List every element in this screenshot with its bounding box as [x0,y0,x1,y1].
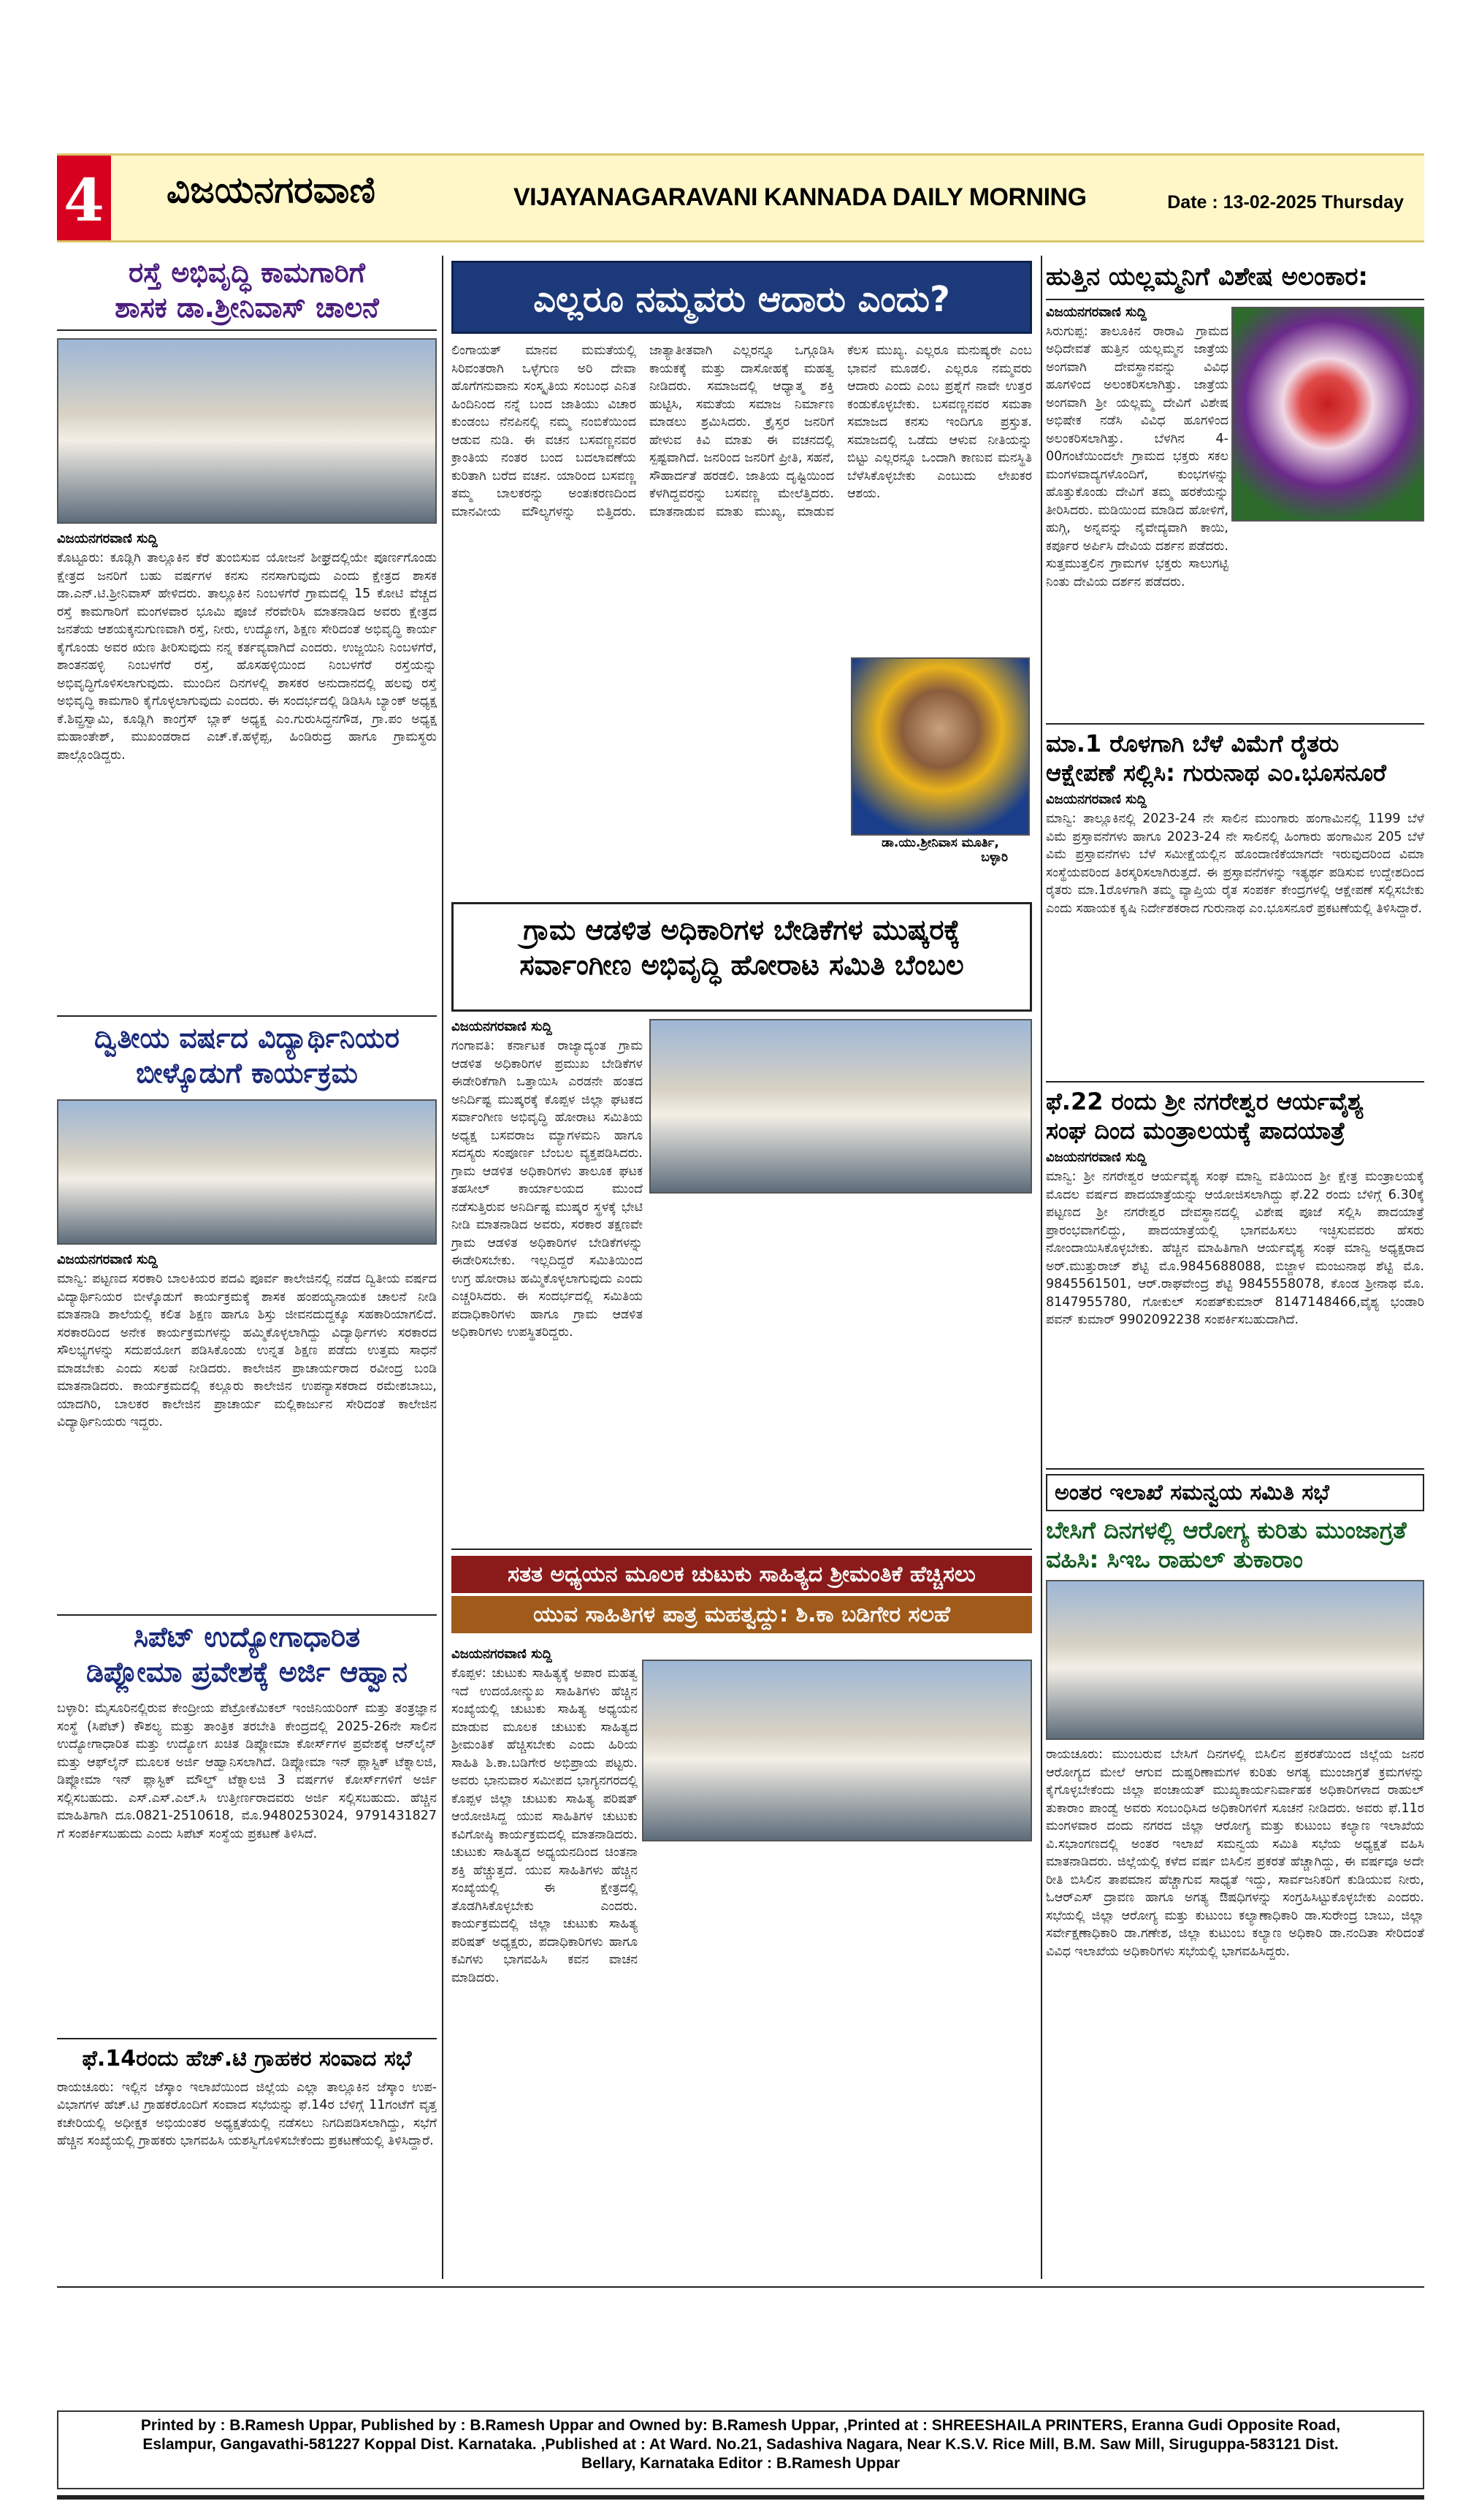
headline-line: ದ್ವಿತೀಯ ವರ್ಷದ ವಿದ್ಯಾರ್ಥಿನಿಯರ [94,1022,400,1054]
author-box [851,657,1030,877]
article-headline [57,256,437,331]
imprint-line: Bellary, Karnataka Editor : B.Ramesh Uppar [581,2455,901,2472]
article-grievance [57,2038,437,2279]
article-photo [1231,307,1424,522]
newspaper-title-kannada: ವಿಜಯನಗರವಾಣಿ [167,169,375,211]
editorial-headline: ಎಲ್ಲರೂ ನಮ್ಮವರು ಆದಾರು ಎಂದು? [451,261,1032,334]
column-rule [1041,256,1042,2279]
article-body: ಮಾನ್ವಿ: ಪಟ್ಟಣದ ಸರಕಾರಿ ಬಾಲಕಿಯರ ಪದವಿ ಪೂರ್ವ ಕಾಲೇಜಿನಲ್ಲಿ ನಡೆದ ದ್ವಿತೀಯ ವರ್ಷದ ವಿದ್ಯಾರ್ಥಿನಿಯರ ಬೀಳ್ಕೊಡುಗೆ ಕಾರ್ಯಕ್ರಮಕ್ಕೆ ಶಾಸಕ ಹಂಪಯ್ಯನಾಯಕ ಚಾಲನೆ ನೀಡಿ ಮಾತನಾಡಿ ಶಾಲೆಯಲ್ಲಿ ಕಲಿತ ಶಿಕ್ಷಣ ಹಾಗೂ ಶಿಸ್ತು ಜೀವನದುದ್ದಕ್ಕೂ ಸಹಕಾರಿಯಾಗಲಿದೆ. ಸರಕಾರದಿಂದ ಅನೇಕ ಕಾರ್ಯಕ್ರಮಗಳನ್ನು ಹಮ್ಮಿಕೊಳ್ಳಲಾಗಿದ್ದು ವಿದ್ಯಾರ್ಥಿಗಳು ಸರಕಾರದ ಸೌಲಭ್ಯಗಳನ್ನು ಸದುಪಯೋಗ ಪಡಿಸಿಕೊಂಡು ಉನ್ನತ ಶಿಕ್ಷಣ ಪಡೆದು ಉತ್ತಮ ಸಾಧನೆ ಮಾಡಬೇಕು ಎಂದು ಸಲಹೆ ನೀಡಿದರು. ಕಾಲೇಜಿನ ಪ್ರಾಚಾರ್ಯರಾದ ರವೀಂದ್ರ ಬಂಡಿ ಮಾತನಾಡಿದರು. ಕಾರ್ಯಕ್ರಮದಲ್ಲಿ ಕಲ್ಲೂರು ಕಾಲೇಜಿನ ಉಪನ್ಯಾಸಕರಾದ ರಮೇಶಬಾಬು, ಯಾದಗಿರಿ, ಬಾಲಕರ ಕಾಲೇಜಿನ ಪ್ರಾಚಾರ್ಯ ಮಲ್ಲಿಕಾರ್ಜುನ ಸೇರಿದಂತೆ ಕಾಲೇಜಿನ ವಿದ್ಯಾರ್ಥಿನಿಯರು ಇದ್ದರು. [57,1272,437,1429]
article-literature [451,1549,1032,2264]
headline-line: ಫೆ.22 ರಂದು ಶ್ರೀ ನಗರೇಶ್ವರ ಆರ್ಯವೈಶ್ಯ [1046,1088,1364,1115]
article-body: ಮಾನ್ವಿ: ತಾಲ್ಲೂಕಿನಲ್ಲಿ 2023-24 ನೇ ಸಾಲಿನ ಮುಂಗಾರು ಹಂಗಾಮಿನಲ್ಲಿ 1199 ಬೆಳೆ ವಿಮೆ ಪ್ರಸ್ತಾವನೆಗಳು ಹಾಗೂ 2023-24 ನೇ ಸಾಲಿನಲ್ಲಿ ಹಿಂಗಾರು ಹಂಗಾಮಿನ 205 ಬೆಳೆ ವಿಮೆ ಪ್ರಸ್ತಾವನೆಗಳು ಬೆಳೆ ಸಮೀಕ್ಷೆಯಲ್ಲಿನ ಹೊಂದಾಣಿಕೆಯಾಗದೇ ಇರುವುದರಿಂದ ವಿಮಾ ಸಂಸ್ಥೆಯವರಿಂದ ತಿರಸ್ಕರಿಸಲಾಗಿರುತ್ತದೆ. ಈ ಪ್ರಸ್ತಾವನೆಗಳನ್ನು ಇತ್ಯರ್ಥ ಪಡಿಸುವ ಉದ್ದೇಶದಿಂದ ರೈತರು ಮಾ.1ರೊಳಗಾಗಿ ತಮ್ಮ ವ್ಯಾಪ್ತಿಯ ರೈತ ಸಂಪರ್ಕ ಕೇಂದ್ರಗಳಲ್ಲಿ ಆಕ್ಷೇಪಣೆ ಸಲ್ಲಿಸಬೇಕು ಎಂದು ಸಹಾಯಕ ಕೃಷಿ ನಿರ್ದೇಶಕರಾದ ಗುರುನಾಥ ಎಂ.ಭೂಸನೂರೆ ಪ್ರಕಟಣೆಯಲ್ಲಿ ತಿಳಿಸಿದ್ದಾರೆ. [1046,812,1424,916]
headline-line: ರಸ್ತೆ ಅಭಿವೃದ್ಧಿ ಕಾಮಗಾರಿಗೆ [129,256,365,289]
article-road-development [57,256,437,1004]
headline-line: ಸಿಪೆಟ್ ಉದ್ಯೋಗಾಧಾರಿತ [133,1621,361,1653]
headline-line: ಸರ್ವಾಂಗೀಣ ಅಭಿವೃದ್ಧಿ ಹೋರಾಟ ಸಮಿತಿ ಬೆಂಬಲ [519,948,964,981]
article-headline: ಫೆ.14ರಂದು ಹೆಚ್.ಟಿ ಗ್ರಾಹಕರ ಸಂವಾದ ಸಭೆ [82,2046,412,2072]
imprint-line: Eslampur, Gangavathi-581227 Koppal Dist. Karnataka. ,Published at : At Ward. No.21, Sadashiva Nagara, Near K.S.V. Rice Mill, B.M. Saw Mill, Siruguppa-583121 Dist. [142,2436,1339,2453]
headline-line: ಬೀಳ್ಕೊಡುಗೆ ಕಾರ್ಯಕ್ರಮ [136,1056,358,1089]
article-padayatra [1046,1081,1424,1461]
newspaper-title-english: VIJAYANAGARAVANI KANNADA DAILY MORNING [513,183,1087,211]
dateline: ವಿಜಯನಗರವಾಣಿ ಸುದ್ದಿ [57,1252,158,1267]
article-headline: ಹುತ್ತಿನ ಯಲ್ಲಮ್ಮನಿಗೆ ವಿಶೇಷ ಅಲಂಕಾರ: [1046,256,1424,300]
article-body: ಬಳ್ಳಾರಿ: ಮೈಸೂರಿನಲ್ಲಿರುವ ಕೇಂದ್ರೀಯ ಪೆಟ್ರೋಕೆಮಿಕಲ್ ಇಂಜಿನಿಯರಿಂಗ್ ಮತ್ತು ತಂತ್ರಜ್ಞಾನ ಸಂಸ್ಥೆ (ಸಿಪೆಟ್) ಕೌಶಲ್ಯ ಮತ್ತು ತಾಂತ್ರಿಕ ತರಬೇತಿ ಕೇಂದ್ರದಲ್ಲಿ 2025-26ನೇ ಸಾಲಿನ ಉದ್ಯೋಗಾಧಾರಿತ ಮತ್ತು ಉದ್ಯೋಗ ಖಚಿತ ಡಿಪ್ಲೋಮಾ ಕೋರ್ಸ್‍ಗಳ ಪ್ರವೇಶಕ್ಕೆ ಆನ್‍ಲೈನ್ ಮತ್ತು ಆಫ್‍ಲೈನ್ ಮೂಲಕ ಅರ್ಜಿ ಆಹ್ವಾನಿಸಲಾಗಿದೆ. ಡಿಪ್ಲೋಮಾ ಇನ್ ಪ್ಲಾಸ್ಟಿಕ್ ಟೆಕ್ನಾಲಜಿ, ಡಿಪ್ಲೋಮಾ ಇನ್ ಪ್ಲಾಸ್ಟಿಕ್ ಮೌಲ್ಡ್ ಟೆಕ್ನಾಲಜಿ 3 ವರ್ಷಗಳ ಕೋರ್ಸ್‍ಗಳಿಗೆ ಅರ್ಜಿ ಸಲ್ಲಿಸಬಹುದು. ಎಸ್.ಎಸ್.ಎಲ್.ಸಿ ಉತ್ತೀರ್ಣರಾದವರು ಅರ್ಜಿ ಸಲ್ಲಿಸಬಹುದು. ಹೆಚ್ಚಿನ ಮಾಹಿತಿಗಾಗಿ ದೂ.0821-2510618, ಮೊ.9480253024, 9791431827 ಗೆ ಸಂಪರ್ಕಿಸಬಹುದು ಎಂದು ಸಿಪೆಟ್ ಸಂಸ್ಥೆಯ ಪ್ರಕಟಣೆ ತಿಳಿಸಿದೆ. [57,1701,437,1841]
dateline: ವಿಜಯನಗರವಾಣಿ ಸುದ್ದಿ [451,1019,552,1034]
article-photo [642,1660,1032,1841]
article-headline [451,902,1032,1012]
article-body: ಕೊಪ್ಪಳ: ಚುಟುಕು ಸಾಹಿತ್ಯಕ್ಕೆ ಅಪಾರ ಮಹತ್ವ ಇದೆ ಉದಯೋನ್ಮುಖ ಸಾಹಿತಿಗಳು ಹೆಚ್ಚಿನ ಸಂಖ್ಯೆಯಲ್ಲಿ ಚುಟುಕು ಸಾಹಿತ್ಯ ಅಧ್ಯಯನ ಮಾಡುವ ಮೂಲಕ ಚುಟುಕು ಸಾಹಿತ್ಯದ ಶ್ರೀಮಂತಿಕೆ ಹೆಚ್ಚಿಸಬೇಕು ಎಂದು ಹಿರಿಯ ಸಾಹಿತಿ ಶಿ.ಕಾ.ಬಡಿಗೇರ ಅಭಿಪ್ರಾಯ ಪಟ್ಟರು. ಅವರು ಭಾನುವಾರ ಸಮೀಪದ ಭಾಗ್ಯನಗರದಲ್ಲಿ ಕೊಪ್ಪಳ ಜಿಲ್ಲಾ ಚುಟುಕು ಸಾಹಿತ್ಯ ಪರಿಷತ್ ಆಯೋಜಿಸಿದ್ದ ಯುವ ಸಾಹಿತಿಗಳ ಚುಟುಕು ಕವಿಗೋಷ್ಠಿ ಕಾರ್ಯಕ್ರಮದಲ್ಲಿ ಮಾತನಾಡಿದರು. ಚುಟುಕು ಸಾಹಿತ್ಯದ ಅಧ್ಯಯನದಿಂದ ಚಿಂತನಾ ಶಕ್ತಿ ಹೆಚ್ಚುತ್ತದೆ. ಯುವ ಸಾಹಿತಿಗಳು ಹೆಚ್ಚಿನ ಸಂಖ್ಯೆಯಲ್ಲಿ ಈ ಕ್ಷೇತ್ರದಲ್ಲಿ ತೊಡಗಿಸಿಕೊಳ್ಳಬೇಕು ಎಂದರು. ಕಾರ್ಯಕ್ರಮದಲ್ಲಿ ಜಿಲ್ಲಾ ಚುಟುಕು ಸಾಹಿತ್ಯ ಪರಿಷತ್ ಅಧ್ಯಕ್ಷರು, ಪದಾಧಿಕಾರಿಗಳು ಹಾಗೂ ಕವಿಗಳು ಭಾಗವಹಿಸಿ ಕವನ ವಾಚನ ಮಾಡಿದರು. [451,1666,638,1985]
dateline: ವಿಜಯನಗರವಾಣಿ ಸುದ್ದಿ [451,1646,552,1662]
headline-line: ಮಾ.1 ರೊಳಗಾಗಿ ಬೆಳೆ ವಿಮೆಗೆ ರೈತರು [1046,730,1339,757]
article-photo [57,338,437,524]
article-huttina-yallamma [1046,256,1424,716]
dateline: ವಿಜಯನಗರವಾಣಿ ಸುದ್ದಿ [1046,304,1147,320]
footer-separator [57,2286,1424,2288]
headline-line: ವಹಿಸಿ: ಸಿಇಒ ರಾಹುಲ್ ತುಕಾರಾಂ [1046,1546,1303,1573]
dateline: ವಿಜಯನಗರವಾಣಿ ಸುದ್ದಿ [1046,792,1147,807]
author-caption: ಡಾ.ಯು.ಶ್ರೀನಿವಾಸ ಮೂರ್ತಿ, [882,836,999,850]
article-body: ಕೊಟ್ಟೂರು: ಕೂಡ್ಲಿಗಿ ತಾಲ್ಲೂಕಿನ ಕೆರೆ ತುಂಬಿಸುವ ಯೋಜನೆ ಶೀಘ್ರದಲ್ಲಿಯೇ ಪೂರ್ಣಗೊಂಡು ಕ್ಷೇತ್ರದ ಜನರಿಗೆ ಬಹು ವರ್ಷಗಳ ಕನಸು ನನಸಾಗುವುದು ಎಂದು ಕ್ಷೇತ್ರದ ಶಾಸಕ ಡಾ.ಎನ್.ಟಿ.ಶ್ರೀನಿವಾಸ್ ಹೇಳಿದರು. ತಾಲ್ಲೂಕಿನ ನಿಂಬಳಗೆರೆ ಗ್ರಾಮದಲ್ಲಿ 15 ಕೋಟಿ ವೆಚ್ಚದ ರಸ್ತೆ ಕಾಮಗಾರಿಗೆ ಮಂಗಳವಾರ ಭೂಮಿ ಪೂಜೆ ನೆರವೇರಿಸಿ ಮಾತನಾಡಿದ ಅವರು ಕ್ಷೇತ್ರದ ಜನತೆಯ ಆಶಯಕ್ಕನುಗುಣವಾಗಿ ರಸ್ತೆ, ನೀರು, ಉದ್ಯೋಗ, ಶಿಕ್ಷಣ ಸೇರಿದಂತೆ ಅಭಿವೃದ್ಧಿ ಕಾರ್ಯ ಕೈಗೊಂಡು ಅವರ ಋಣ ತೀರಿಸುವುದು ನನ್ನ ಕರ್ತವ್ಯವಾಗಿದೆ ಎಂದರು. ಉಜ್ಜಯಿನಿ ನಿಂಬಳಗೆರೆ, ಶಾಂತನಹಳ್ಳಿ ನಿಂಬಳಗೆರೆ ರಸ್ತೆ, ಹೊಸಹಳ್ಳಿಯಿಂದ ನಿಂಬಳಗೆರೆ ರಸ್ತೆಯನ್ನು ಅಭಿವೃದ್ಧಿಗೊಳಿಸಲಾಗುವುದು. ಮುಂದಿನ ದಿನಗಳಲ್ಲಿ ಶಾಸಕರ ಅನುದಾನದಲ್ಲಿ ಹಲವು ರಸ್ತೆ ಅಭಿವೃದ್ಧಿ ಕಾಮಗಾರಿ ಕೈಗೊಳ್ಳಲಾಗುವುದು ಎಂದರು. ಈ ಸಂದರ್ಭದಲ್ಲಿ ಡಿಡಿಸಿಸಿ ಬ್ಯಾಂಕ್ ಅಧ್ಯಕ್ಷ ಕೆ.ಶಿವ್ಪ್ರಸ್ವಾಮಿ, ಕೂಡ್ಲಿಗಿ ಕಾಂಗ್ರೆಸ್ ಬ್ಲಾಕ್ ಅಧ್ಯಕ್ಷ ಎಂ.ಗುರುಸಿದ್ದನಗೌಡ, ಗ್ರಾ.ಪಂ ಅಧ್ಯಕ್ಷ ಮಹಾಂತೇಶ್, ಮುಖಂಡರಾದ ಎಚ್.ಕೆ.ಹಳ್ಳೆಪ್ಪ, ಹಿಂಡಿರುದ್ರ ಹಾಗೂ ಗ್ರಾಮಸ್ಥರು ಪಾಲ್ಗೊಂಡಿದ್ದರು. [57,551,437,763]
headline-line: ಡಿಪ್ಲೋಮಾ ಪ್ರವೇಶಕ್ಕೆ ಅರ್ಜಿ ಆಹ್ವಾನ [85,1655,408,1688]
headline-line: ಶಾಸಕ ಡಾ.ಶ್ರೀನಿವಾಸ್ ಚಾಲನೆ [115,291,379,324]
edition-date: Date : 13-02-2025 Thursday [1167,192,1404,213]
article-body: ರಾಯಚೂರು: ಇಲ್ಲಿನ ಜೆಸ್ಕಾಂ ಇಲಾಖೆಯಿಂದ ಜಿಲ್ಲೆಯ ಎಲ್ಲಾ ತಾಲ್ಲೂಕಿನ ಜೆಸ್ಕಾಂ ಉಪ-ವಿಭಾಗಗಳ ಹೆಚ್.ಟಿ ಗ್ರಾಹಕರೊಂದಿಗೆ ಸಂವಾದ ಸಭೆಯನ್ನು ಫೆ.14ರ ಬೆಳಿಗ್ಗೆ 11ಗಂಟೆಗೆ ವೃತ್ತ ಕಚೇರಿಯಲ್ಲಿ ಅಧೀಕ್ಷಕ ಅಭಿಯಂತರ ಅಧ್ಯಕ್ಷತೆಯಲ್ಲಿ ನಡೆಸಲು ನಿಗದಿಪಡಿಸಲಾಗಿದ್ದು, ಸಭೆಗೆ ಹೆಚ್ಚಿನ ಸಂಖ್ಯೆಯಲ್ಲಿ ಗ್ರಾಹಕರು ಭಾಗವಹಿಸಿ ಯಶಸ್ವಿಗೊಳಿಸಬೇಕೆಂದು ಪ್ರಕಟಣೆಯಲ್ಲಿ ತಿಳಿಸಿದ್ದಾರೆ. [57,2080,437,2148]
article-body: ಲಿಂಗಾಯತ್ ಮಾನವ ಮಮತೆಯಲ್ಲಿ ಸಿರಿವಂತರಾಗಿ ಒಳ್ಳೆಗುಣ ಅರಿ ದೇವಾ ಹೊಗೆಗನುವಾನು ಸಂಸ್ಕೃತಿಯ ಸಂಬಂಧ ಎನಿತ ಹಿಂದಿನಿಂದ ನನ್ನೆ ಬಂದ ಜಾತಿಯು ವಿಚಾರ ಕುಂಡಂಬ ನೆನಪಿನಲ್ಲಿ ನಮ್ಮ ನಂಬಿಕೆಯಿಂದ ಆಡುವ ನುಡಿ. ಈ ವಚನ ಬಸವಣ್ಣನವರ ಕ್ರಾಂತಿಯ ನಂತರ ಬಂದ ಬದಲಾವಣೆಯ ಕುರಿತಾಗಿ ಬರೆದ ವಚನ. ಯಾರಿಂದ ಬಸವಣ್ಣ ತಮ್ಮ ಬಾಲಕರನ್ನು ಅಂತಃಕರಣದಿಂದ ಮಾನವೀಯ ಮೌಲ್ಯಗಳನ್ನು ಬಿತ್ತಿದರು. ಜಾತ್ಯಾತೀತವಾಗಿ ಎಲ್ಲರನ್ನೂ ಒಗ್ಗೂಡಿಸಿ ಕಾಯಕಕ್ಕೆ ಮತ್ತು ದಾಸೋಹಕ್ಕೆ ಮಹತ್ವ ನೀಡಿದರು. ಸಮಾಜದಲ್ಲಿ ಆಧ್ಯಾತ್ಮ ಶಕ್ತಿ ಹುಟ್ಟಿಸಿ, ಸಮತೆಯ ಸಮಾಜ ನಿರ್ಮಾಣ ಮಾಡಲು ಶ್ರಮಿಸಿದರು. ಕ್ರೈಸ್ತರ ಜನರಿಗೆ ಹೇಳುವ ಕಿವಿ ಮಾತು ಈ ವಚನದಲ್ಲಿ ಸ್ಪಷ್ಟವಾಗಿದೆ. ಜನರಿಂದ ಜನರಿಗೆ ಪ್ರೀತಿ, ಸಹನೆ, ಸೌಹಾರ್ದತೆ ಹರಡಲಿ. ಜಾತಿಯ ದೃಷ್ಟಿಯಿಂದ ಕೆಳಗಿದ್ದವರನ್ನು ಬಸವಣ್ಣ ಮೇಲೆತ್ತಿದರು. ಮಾತನಾಡುವ ಮಾತು ಮುಖ್ಯ, ಮಾಡುವ ಕೆಲಸ ಮುಖ್ಯ. ಎಲ್ಲರೂ ಮನುಷ್ಯರೇ ಎಂಬ ಭಾವನೆ ಮೂಡಲಿ. ಎಲ್ಲರೂ ನಮ್ಮವರು ಆದಾರು ಎಂದು ಎಂಬ ಪ್ರಶ್ನೆಗೆ ನಾವೇ ಉತ್ತರ ಕಂಡುಕೊಳ್ಳಬೇಕು. ಬಸವಣ್ಣನವರ ಸಮತಾ ಸಮಾಜದ ಕನಸು ಇಂದಿಗೂ ಪ್ರಸ್ತುತ. ಸಮಾಜದಲ್ಲಿ ಒಡೆದು ಆಳುವ ನೀತಿಯನ್ನು ಬಿಟ್ಟು ಎಲ್ಲರನ್ನೂ ಒಂದಾಗಿ ಕಾಣುವ ಮನಸ್ಥಿತಿ ಬೆಳೆಸಿಕೊಳ್ಳಬೇಕು ಎಂಬುದು ಲೇಖಕರ ಆಶಯ. [451,343,1032,519]
imprint-footer [57,2410,1424,2489]
headline-line: ಸತತ ಅಧ್ಯಯನ ಮೂಲಕ ಚುಟುಕು ಸಾಹಿತ್ಯದ ಶ್ರೀಮಂತಿಕೆ ಹೆಚ್ಚಿಸಲು [451,1556,1032,1593]
article-photo [1046,1580,1424,1740]
dateline: ವಿಜಯನಗರವಾಣಿ ಸುದ್ದಿ [57,531,158,546]
article-farewell [57,1015,437,1600]
author-photo [851,657,1030,836]
article-headline [57,1616,437,1694]
article-body: ಮಾನ್ವಿ: ಶ್ರೀ ನಗರೇಶ್ವರ ಆರ್ಯವೈಶ್ಯ ಸಂಘ ಮಾನ್ವಿ ವತಿಯಿಂದ ಶ್ರೀ ಕ್ಷೇತ್ರ ಮಂತ್ರಾಲಯಕ್ಕೆ ಮೊದಲ ವರ್ಷದ ಪಾದಯಾತ್ರೆಯನ್ನು ಆಯೋಜಿಸಲಾಗಿದ್ದು ಫೆ.22 ರಂದು ಬೆಳಿಗ್ಗೆ 6.30ಕ್ಕೆ ಪಟ್ಟಣದ ಶ್ರೀ ನಗರೇಶ್ವರ ದೇವಸ್ಥಾನದಲ್ಲಿ ವಿಶೇಷ ಪೂಜೆ ಸಲ್ಲಿಸಿ ಪಾದಯಾತ್ರೆ ಪ್ರಾರಂಭವಾಗಲಿದ್ದು, ಪಾದಯಾತ್ರೆಯಲ್ಲಿ ಭಾಗವಹಿಸಲು ಇಚ್ಛಿಸುವವರು ಹೆಸರು ನೋಂದಾಯಿಸಿಕೊಳ್ಳಬೇಕು. ಹೆಚ್ಚಿನ ಮಾಹಿತಿಗಾಗಿ ಆರ್ಯವೈಶ್ಯ ಸಂಘ ಮಾನ್ವಿ ಅಧ್ಯಕ್ಷರಾದ ಅರ್.ಮುತ್ತುರಾಜ್ ಶೆಟ್ಟಿ ಮೊ.9845688088, ಬಿಜ್ಜಾಳ ಮಂಜುನಾಥ ಶೆಟ್ಟಿ ಮೊ. 9845561501, ಆರ್.ರಾಘವೇಂದ್ರ ಶೆಟ್ಟಿ 9845558078, ಕೊಂಡ ಶ್ರೀನಾಥ ಮೊ. 8147955780, ಗೋಕುಲ್ ಸಂಪತ್‍ಕುಮಾರ್ 8147148466,ವೈಶ್ಯ ಭಂಡಾರಿ ಪವನ್ ಕುಮಾರ್ 9902092238 ಸಂಪರ್ಕಿಸಬಹುದಾಗಿದೆ. [1046,1169,1424,1327]
article-body: ಸಿರುಗುಪ್ಪ: ತಾಲೂಕಿನ ರಾರಾವಿ ಗ್ರಾಮದ ಅಧಿದೇವತೆ ಹುತ್ತಿನ ಯಲ್ಲಮ್ಮನ ಜಾತ್ರೆಯ ಅಂಗವಾಗಿ ದೇವಸ್ಥಾನವನ್ನು ವಿವಿಧ ಹೂಗಳಿಂದ ಅಲಂಕರಿಸಲಾಗಿತ್ತು. ಜಾತ್ರೆಯ ಅಂಗವಾಗಿ ಶ್ರೀ ಯಲ್ಲಮ್ಮ ದೇವಿಗೆ ವಿಶೇಷ ಅಭಿಷೇಕ ನಡೆಸಿ ವಿವಿಧ ಹೂಗಳಿಂದ ಅಲಂಕರಿಸಲಾಗಿತ್ತು. ಬೆಳಗಿನ 4-00ಗಂಟೆಯಿಂದಲೇ ಗ್ರಾಮದ ಭಕ್ತರು ಸಕಲ ಮಂಗಳವಾದ್ಯಗಳೊಂದಿಗೆ, ಕುಂಭಗಳನ್ನು ಹೊತ್ತುಕೊಂಡು ದೇವಿಗೆ ತಮ್ಮ ಹರಕೆಯನ್ನು ತೀರಿಸಿದರು. ಮಡಿಯಿಂದ ಮಾಡಿದ ಹೋಳಿಗೆ, ಹುಗ್ಗಿ, ಅನ್ನವನ್ನು ನೈವೇದ್ಯವಾಗಿ ಕಾಯಿ, ಕರ್ಪೂರ ಅರ್ಪಿಸಿ ದೇವಿಯ ದರ್ಶನ ಪಡೆದರು. ಸುತ್ತಮುತ್ತಲಿನ ಗ್ರಾಮಗಳ ಭಕ್ತರು ಸಾಲುಗಟ್ಟಿ ನಿಂತು ದೇವಿಯ ದರ್ಶನ ಪಡೆದರು. [1046,324,1228,589]
dateline: ವಿಜಯನಗರವಾಣಿ ಸುದ್ದಿ [1046,1150,1147,1165]
headline-line: ಗ್ರಾಮ ಆಡಳಿತ ಅಧಿಕಾರಿಗಳ ಬೇಡಿಕೆಗಳ ಮುಷ್ಕರಕ್ಕೆ [523,914,960,946]
headline-line: ಸಂಘ ದಿಂದ ಮಂತ್ರಾಲಯಕ್ಕೆ ಪಾದಯಾತ್ರೆ [1046,1117,1345,1145]
headline-line: ಯುವ ಸಾಹಿತಿಗಳ ಪಾತ್ರ ಮಹತ್ವದ್ದು: ಶಿ.ಕಾ ಬಡಿಗೇರ ಸಲಹೆ [451,1596,1032,1633]
article-headline [57,1017,437,1095]
author-place: ಬಳ್ಳಾರಿ [981,850,1008,865]
article-health [1046,1468,1424,2279]
article-body: ರಾಯಚೂರು: ಮುಂಬರುವ ಬೇಸಿಗೆ ದಿನಗಳಲ್ಲಿ ಬಿಸಿಲಿನ ಪ್ರಕರತೆಯಿಂದ ಜಿಲ್ಲೆಯ ಜನರ ಆರೋಗ್ಯದ ಮೇಲೆ ಆಗುವ ದುಷ್ಪರಿಣಾಮಗಳ ಕುರಿತು ಅಗತ್ಯ ಮುಂಜಾಗ್ರತೆ ಕ್ರಮಗಳನ್ನು ಕೈಗೊಳ್ಳಬೇಕೆಂದು ಜಿಲ್ಲಾ ಪಂಚಾಯತ್ ಮುಖ್ಯಕಾರ್ಯನಿರ್ವಾಹಕ ಅಧಿಕಾರಿಗಳಾದ ರಾಹುಲ್ ತುಕಾರಾಂ ಪಾಂಡ್ವೆ ಅವರು ಸಂಬಂಧಿಸಿದ ಅಧಿಕಾರಿಗಳಿಗೆ ಸೂಚನೆ ನೀಡಿದರು. ಅವರು ಫೆ.11ರ ಮಂಗಳವಾರ ದಂದು ನಗರದ ಜಿಲ್ಲಾ ಆರೋಗ್ಯ ಮತ್ತು ಕುಟುಂಬ ಕಲ್ಯಾಣ ಇಲಾಖೆಯ ವಿ.ಸಭಾಂಗಣದಲ್ಲಿ ಅಂತರ ಇಲಾಖೆ ಸಮನ್ವಯ ಸಮಿತಿ ಸಭೆಯ ಅಧ್ಯಕ್ಷತೆ ವಹಿಸಿ ಮಾತನಾಡಿದರು. ಜಿಲ್ಲೆಯಲ್ಲಿ ಕಳೆದ ವರ್ಷ ಬಿಸಿಲಿನ ಪ್ರಕರತೆ ಹೆಚ್ಚಾಗಿದ್ದು, ಈ ವರ್ಷವೂ ಅದೇ ರೀತಿ ಬಿಸಿಲಿನ ತಾಪಮಾನ ಹೆಚ್ಚಾಗುವ ಸಾಧ್ಯತೆ ಇದ್ದು, ಸಾರ್ವಜನಿಕರಿಗೆ ಕುಡಿಯುವ ನೀರು, ಓಆರ್‍ಎಸ್ ದ್ರಾವಣ ಹಾಗೂ ಅಗತ್ಯ ಔಷಧಿಗಳನ್ನು ಸಂಗ್ರಹಿಸಿಟ್ಟುಕೊಳ್ಳಬೇಕು ಎಂದರು. ಸಭೆಯಲ್ಲಿ ಜಿಲ್ಲಾ ಆರೋಗ್ಯ ಮತ್ತು ಕುಟುಂಬ ಕಲ್ಯಾಣಾಧಿಕಾರಿ ಡಾ.ಸುರೇಂದ್ರ ಬಾಬು, ಜಿಲ್ಲಾ ಸರ್ವೇಕ್ಷಣಾಧಿಕಾರಿ ಡಾ.ಗಣೇಶ, ಜಿಲ್ಲಾ ಕುಟುಂಬ ಕಲ್ಯಾಣ ಅಧಿಕಾರಿ ಡಾ.ನಂದಿತಾ ಸೇರಿದಂತೆ ವಿವಿಧ ಇಲಾಖೆಯ ಅಧಿಕಾರಿಗಳು ಸಭೆಯಲ್ಲಿ ಭಾಗವಹಿಸಿದ್ದರು. [1046,1747,1424,1959]
page-number: 4 [57,156,111,243]
article-gram-panchayat [451,1019,1032,1541]
article-crop-insurance [1046,723,1424,1077]
masthead [57,153,1424,243]
headline-line: ಬೇಸಿಗೆ ದಿನಗಳಲ್ಲಿ ಆರೋಗ್ಯ ಕುರಿತು ಮುಂಜಾಗ್ರತೆ [1046,1516,1407,1544]
article-cipet [57,1614,437,2027]
article-photo [649,1019,1032,1194]
imprint-line: Printed by : B.Ramesh Uppar, Published by : B.Ramesh Uppar and Owned by: B.Ramesh Uppar, ,Printed at : SHREESHAILA PRINTERS, Eranna Gudi Opposite Road, [140,2417,1341,2434]
headline-line: ಆಕ್ಷೇಪಣೆ ಸಲ್ಲಿಸಿ: ಗುರುನಾಥ ಎಂ.ಭೂಸನೂರೆ [1046,759,1387,787]
article-body: ಗಂಗಾವತಿ: ಕರ್ನಾಟಕ ರಾಜ್ಯಾದ್ಯಂತ ಗ್ರಾಮ ಆಡಳಿತ ಅಧಿಕಾರಿಗಳ ಪ್ರಮುಖ ಬೇಡಿಕೆಗಳ ಈಡೇರಿಕೆಗಾಗಿ ಒತ್ತಾಯಿಸಿ ಎರಡನೇ ಹಂತದ ಅನಿರ್ದಿಷ್ಟ ಮುಷ್ಕರಕ್ಕೆ ಕೊಪ್ಪಳ ಜಿಲ್ಲಾ ಘಟಕದ ಸರ್ವಾಂಗೀಣ ಅಭಿವೃದ್ಧಿ ಹೋರಾಟ ಸಮಿತಿಯ ಅಧ್ಯಕ್ಷ ಬಸವರಾಜ ಮ್ಯಾಗಳಮನಿ ಹಾಗೂ ಸದಸ್ಯರು ಸಂಪೂರ್ಣ ಬೆಂಬಲ ವ್ಯಕ್ತಪಡಿಸಿದರು. ಗ್ರಾಮ ಆಡಳಿತ ಅಧಿಕಾರಿಗಳು ತಾಲೂಕ ಘಟಕ ತಹಸೀಲ್ ಕಾರ್ಯಾಲಯದ ಮುಂದೆ ನಡೆಸುತ್ತಿರುವ ಅನಿರ್ದಿಷ್ಟ ಮುಷ್ಕರ ಸ್ಥಳಕ್ಕೆ ಭೇಟಿ ನೀಡಿ ಮಾತನಾಡಿದ ಅವರು, ಸರಕಾರ ತಕ್ಷಣವೇ ಗ್ರಾಮ ಆಡಳಿತ ಅಧಿಕಾರಿಗಳ ಬೇಡಿಕೆಗಳನ್ನು ಈಡೇರಿಸಬೇಕು. ಇಲ್ಲದಿದ್ದರೆ ಸಮಿತಿಯಿಂದ ಉಗ್ರ ಹೋರಾಟ ಹಮ್ಮಿಕೊಳ್ಳಲಾಗುವುದು ಎಂದು ಎಚ್ಚರಿಸಿದರು. ಈ ಸಂದರ್ಭದಲ್ಲಿ ಸಮಿತಿಯ ಪದಾಧಿಕಾರಿಗಳು ಹಾಗೂ ಗ್ರಾಮ ಆಡಳಿತ ಅಧಿಕಾರಿಗಳು ಉಪಸ್ಥಿತರಿದ್ದರು. [451,1039,643,1340]
article-photo [57,1099,437,1245]
article-kicker: ಅಂತರ ಇಲಾಖೆ ಸಮನ್ವಯ ಸಮಿತಿ ಸಭೆ [1046,1474,1424,1511]
column-rule [442,256,443,2279]
bottom-rule [57,2495,1424,2500]
